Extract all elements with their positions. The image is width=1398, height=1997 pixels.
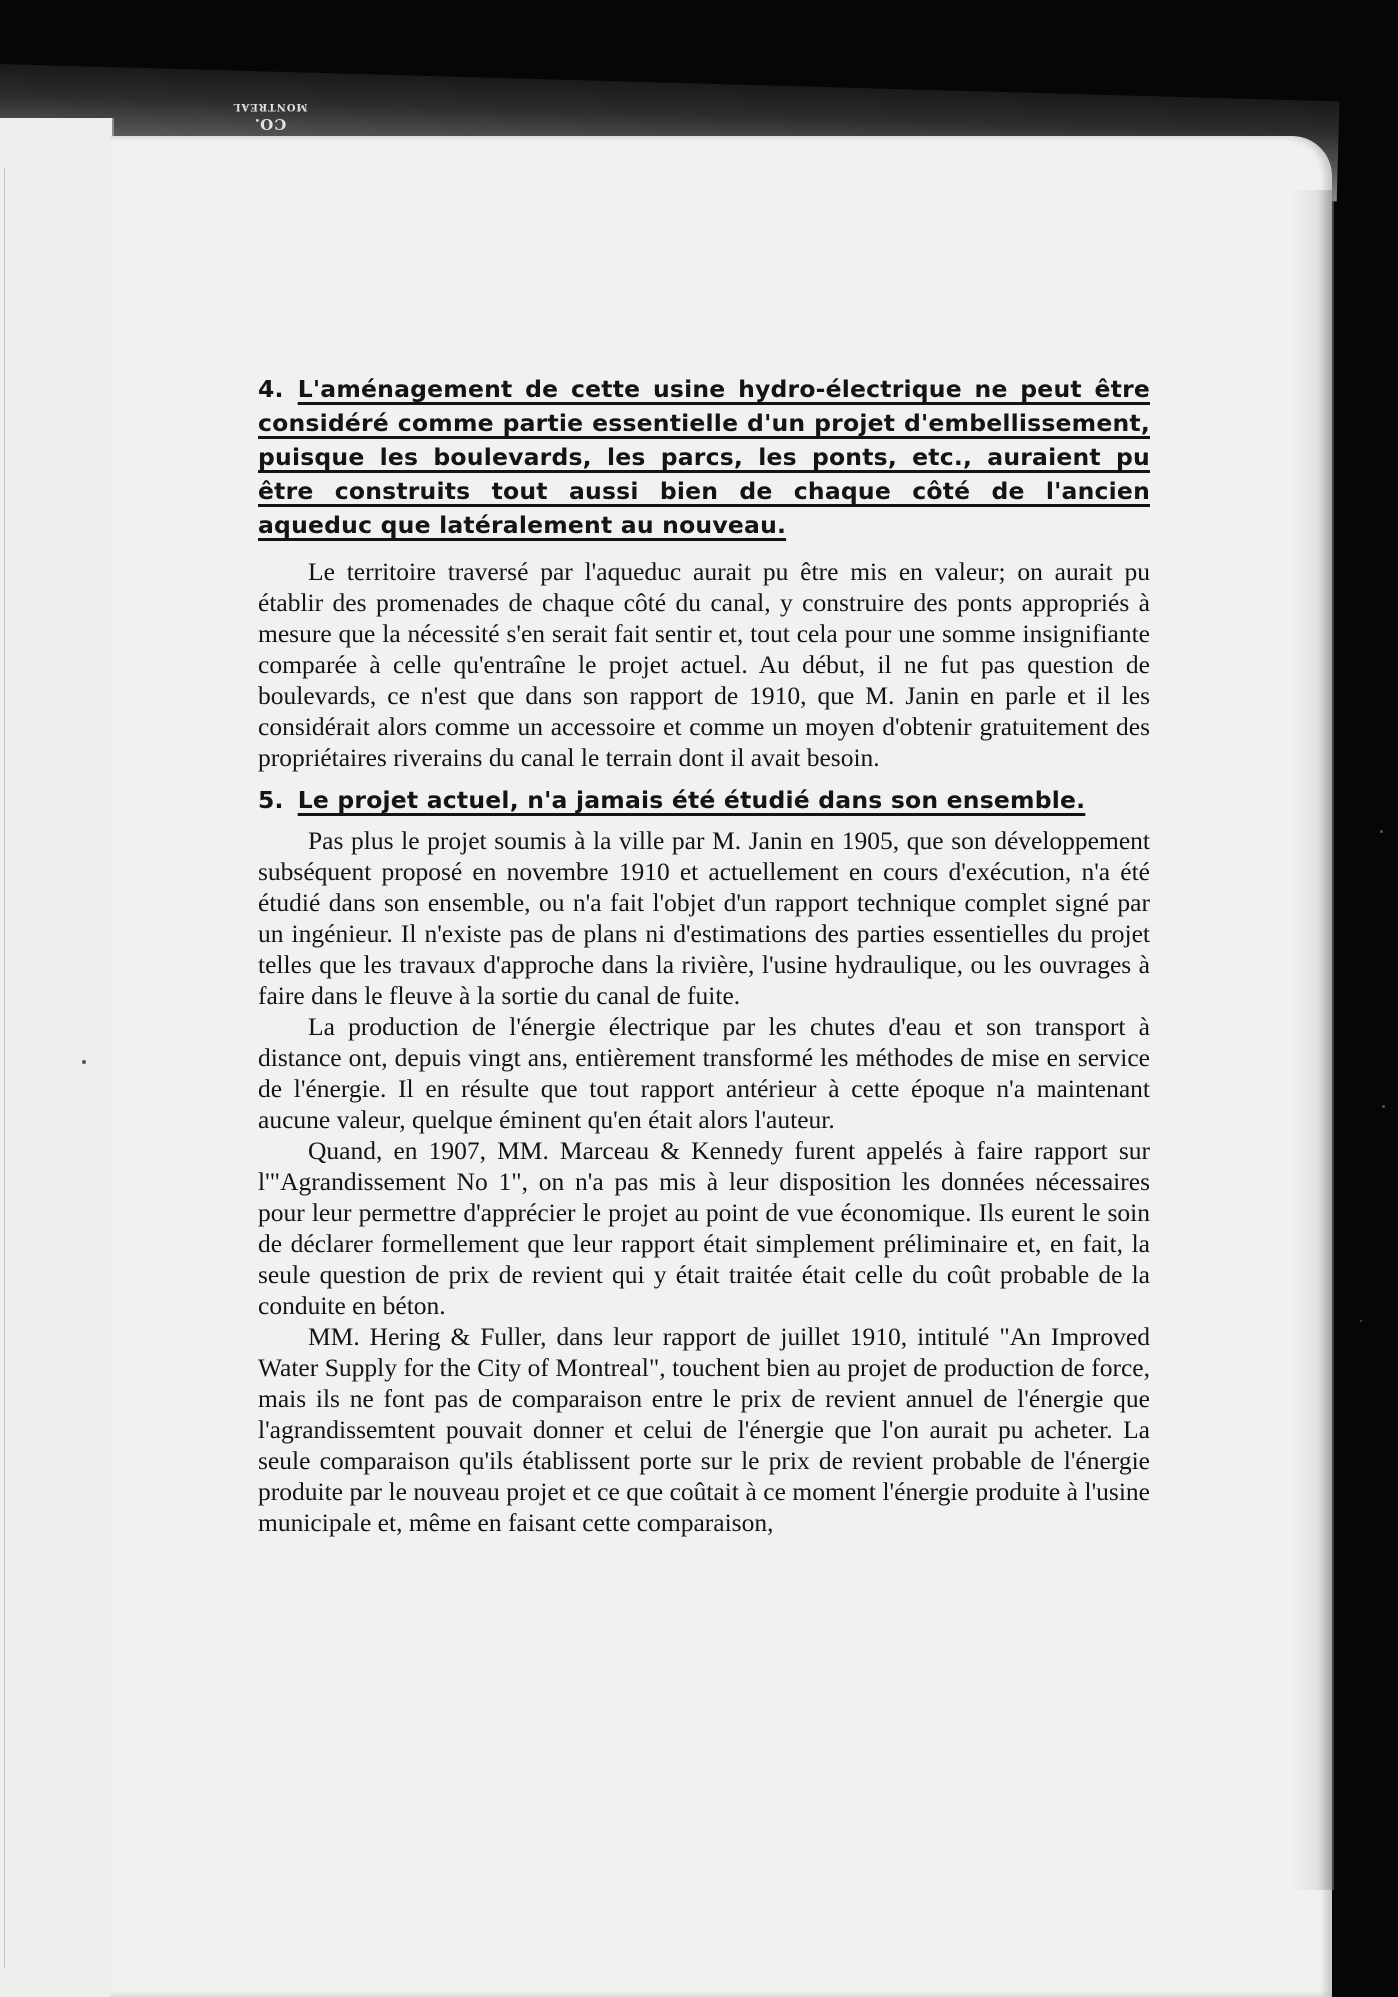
printer-stamp-name: CO. bbox=[253, 115, 287, 133]
facing-page-edge bbox=[0, 118, 114, 1997]
section-4-title: L'aménagement de cette usine hydro-électrique ne peut être considéré comme partie essentielle d'un projet d'embellissement, puisque les boulevards, les parcs, les ponts, etc., auraient pu être construits tout aussi bien de chaque côté de l'ancien aqueduc que latéralement au nouveau. bbox=[258, 375, 1150, 539]
section-4-number: 4. bbox=[258, 375, 284, 403]
paragraph-5-2: La production de l'énergie électrique par les chutes d'eau et son transport à distance ont, depuis vingt ans, entièrement transformé les méthodes de mise en service de l'énergie. Il en résulte que tout rapport antérieur à cette époque n'a maintenant aucune valeur, quelque éminent qu'en était alors l'auteur. bbox=[258, 1012, 1150, 1134]
paragraph-5-4: MM. Hering & Fuller, dans leur rapport de juillet 1910, intitulé "An Improved Water Supply for the City of Montreal", touchent bien au projet de production de force, mais ils ne font pas de comparaison entre le prix de revient annuel de l'énergie que l'agrandissemtent pouvait donner et celui de l'énergie que l'on aurait pu acheter. La seule comparaison qu'ils établissent porte sur le prix de revient probable de l'énergie produite par le nouveau projet et ce que coûtait à ce moment l'énergie produite à l'usine municipale et, même en faisant cette comparaison, bbox=[258, 1322, 1150, 1537]
paragraph-5-3: Quand, en 1907, MM. Marceau & Kennedy furent appelés à faire rapport sur l'"Agrandissement No 1", on n'a pas mis à leur disposition les données nécessaires pour leur permettre d'apprécier le projet au point de vue économique. Ils eurent le soin de déclarer formellement que leur rapport était simplement préliminaire et, en fait, la seule question de prix de revient qui y était traitée était celle du coût probable de la conduite en béton. bbox=[258, 1136, 1150, 1320]
section-5-heading bbox=[258, 783, 1150, 817]
paragraph-4-1: Le territoire traversé par l'aqueduc aurait pu être mis en valeur; on aurait pu établir des promenades de chaque côté du canal, y construire des ponts appropriés à mesure que la nécessité s'en serait fait sentir et, tout cela pour une somme insignifiante comparée à celle qu'entraîne le projet actuel. Au début, il ne fut pas question de boulevards, ce n'est que dans son rapport de 1910, que M. Janin en parle et il les considérait alors comme un accessoire et comme un moyen d'obtenir gratuitement des propriétaires riverains du canal le terrain dont il avait besoin. bbox=[258, 557, 1150, 772]
spine-line bbox=[4, 168, 5, 1968]
printer-stamp-city: MONTREAL bbox=[232, 101, 308, 112]
paragraph-5-1: Pas plus le projet soumis à la ville par M. Janin en 1905, que son développement subséquent proposé en novembre 1910 et actuellement en cours d'exécution, n'a été étudié dans son ensemble, ou n'a fait l'objet d'un rapport technique complet signé par un ingénieur. Il n'existe pas de plans ni d'estimations des parties essentielles du projet telles que les travaux d'approche dans la rivière, l'usine hydraulique, ou les ouvrages à faire dans le fleuve à la sortie du canal de fuite. bbox=[258, 826, 1150, 1010]
section-5-number: 5. bbox=[258, 786, 284, 814]
section-5-title: Le projet actuel, n'a jamais été étudié dans son ensemble. bbox=[297, 786, 1086, 814]
section-4-heading bbox=[258, 372, 1150, 542]
page-curl-shadow bbox=[1290, 190, 1334, 1890]
document-body bbox=[258, 372, 1150, 1538]
